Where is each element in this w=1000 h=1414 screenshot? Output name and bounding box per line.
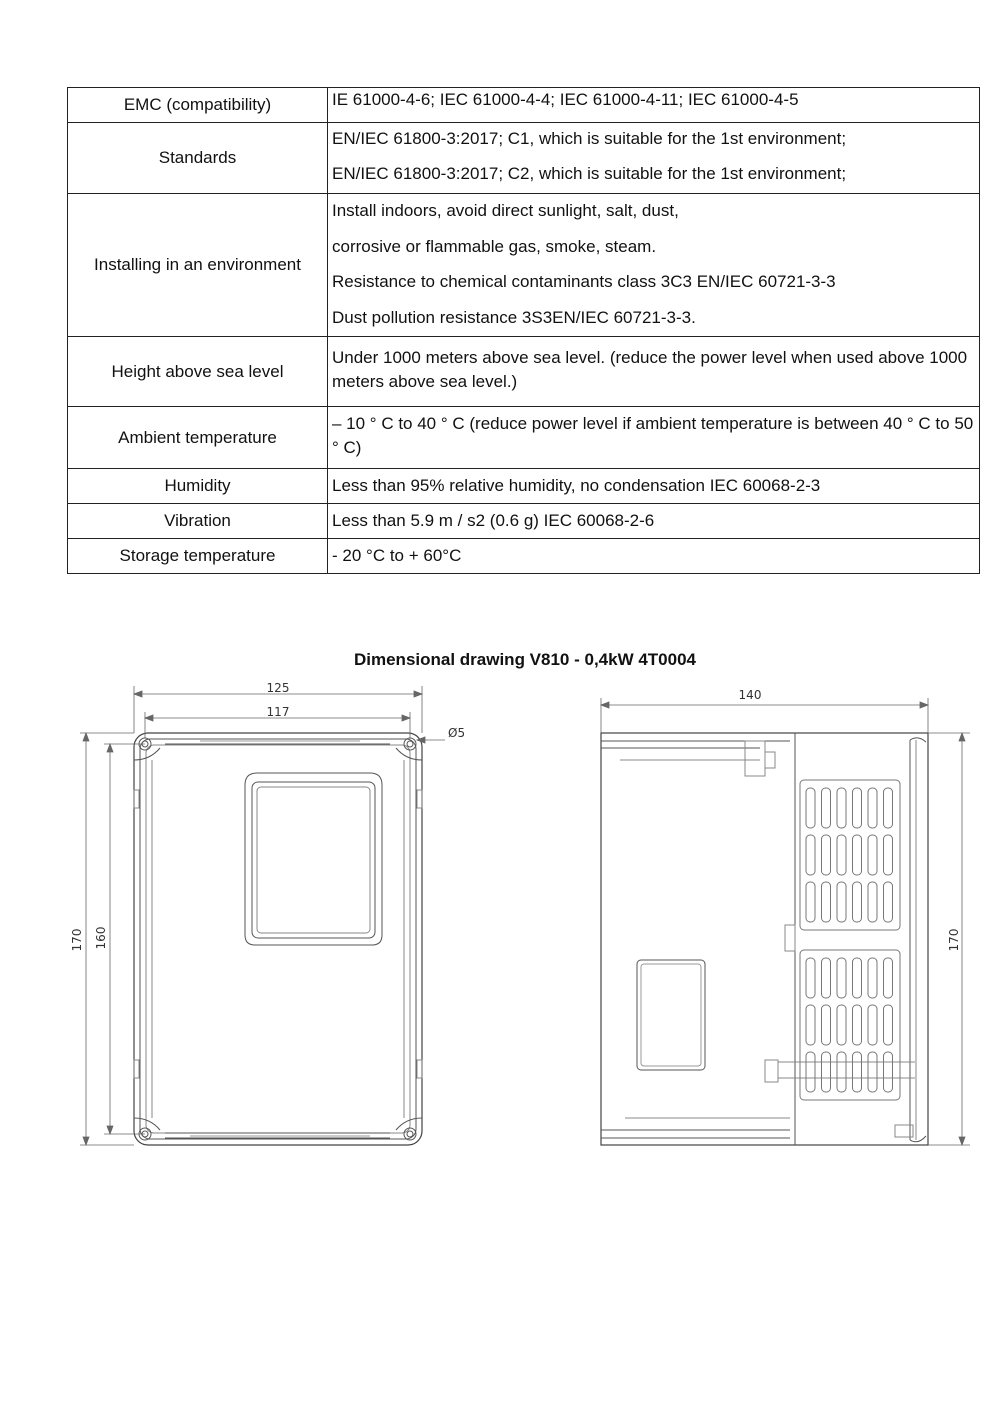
spec-value-line: corrosive or flammable gas, smoke, steam. bbox=[332, 236, 657, 256]
vent-slot bbox=[868, 882, 877, 922]
dimension-width-outer: 125 bbox=[266, 681, 290, 695]
vent-slot bbox=[884, 958, 893, 998]
spec-row-ambient-temperature bbox=[68, 407, 980, 469]
vent-slot bbox=[806, 1005, 815, 1045]
vent-slot bbox=[884, 882, 893, 922]
vent-slot bbox=[806, 958, 815, 998]
spec-value-line: Resistance to chemical contaminants class 3C3 EN/IEC 60721-3-3 bbox=[332, 272, 836, 291]
vent-slot bbox=[837, 835, 846, 875]
vent-slot bbox=[853, 882, 862, 922]
ventilation-grille bbox=[800, 780, 900, 1100]
dimension-hole-diameter: Ø5 bbox=[448, 726, 466, 740]
dimension-height-holes: 160 bbox=[94, 926, 108, 950]
vent-slot bbox=[822, 835, 831, 875]
vent-slot bbox=[822, 1005, 831, 1045]
vent-slot bbox=[837, 1052, 846, 1092]
specifications-table bbox=[67, 87, 980, 574]
vent-slot bbox=[806, 835, 815, 875]
spec-value-line: Dust pollution resistance 3S3EN/IEC 60721-3-3. bbox=[332, 307, 696, 327]
vent-slot bbox=[884, 835, 893, 875]
spec-row-humidity bbox=[68, 469, 980, 504]
vent-slot bbox=[837, 788, 846, 828]
spec-row-vibration bbox=[68, 504, 980, 539]
vent-slot bbox=[806, 882, 815, 922]
spec-row-storage-temperature bbox=[68, 539, 980, 574]
vent-slot bbox=[868, 958, 877, 998]
spec-row-emc bbox=[68, 88, 980, 123]
spec-value: - 20 °C to + 60°C bbox=[328, 539, 980, 574]
spec-row-standards bbox=[68, 123, 980, 194]
dimensional-drawing bbox=[0, 670, 1000, 1170]
front-view bbox=[134, 733, 422, 1145]
vent-slot bbox=[884, 1052, 893, 1092]
dimension-side-height: 170 bbox=[947, 928, 961, 952]
vent-slot bbox=[853, 1005, 862, 1045]
vent-slot bbox=[822, 958, 831, 998]
vent-slot bbox=[868, 1005, 877, 1045]
vent-slot bbox=[837, 882, 846, 922]
spec-label: Storage temperature bbox=[68, 539, 328, 574]
vent-slot bbox=[868, 835, 877, 875]
spec-value: Less than 95% relative humidity, no condensation IEC 60068-2-3 bbox=[328, 469, 980, 504]
front-dimensions bbox=[80, 686, 445, 1145]
vent-slot bbox=[868, 788, 877, 828]
vent-slot bbox=[822, 1052, 831, 1092]
vent-slot bbox=[822, 882, 831, 922]
vent-slot bbox=[837, 958, 846, 998]
spec-label: Ambient temperature bbox=[68, 407, 328, 469]
spec-label: EMC (compatibility) bbox=[68, 88, 328, 123]
vent-slot bbox=[853, 788, 862, 828]
spec-row-height bbox=[68, 337, 980, 407]
vent-slot bbox=[806, 1052, 815, 1092]
spec-value-line: EN/IEC 61800-3:2017; C1, which is suitable for the 1st environment; bbox=[332, 129, 847, 148]
spec-value: – 10 ° C to 40 ° C (reduce power level if ambient temperature is between 40 ° C to 50 ° C) bbox=[328, 407, 980, 469]
vent-slot bbox=[853, 958, 862, 998]
drawing-title: Dimensional drawing V810 - 0,4kW 4T0004 bbox=[353, 650, 697, 669]
spec-label: Standards bbox=[68, 123, 328, 194]
spec-label: Humidity bbox=[68, 469, 328, 504]
vent-slot bbox=[884, 788, 893, 828]
spec-value-line: Install indoors, avoid direct sunlight, salt, dust, bbox=[332, 201, 679, 220]
spec-value: Under 1000 meters above sea level. (reduce the power level when used above 1000 meters above sea level.) bbox=[328, 337, 980, 407]
vent-slot bbox=[884, 1005, 893, 1045]
spec-value-line: EN/IEC 61800-3:2017; C2, which is suitable for the 1st environment; bbox=[332, 164, 847, 183]
vent-slot bbox=[853, 1052, 862, 1092]
vent-slot bbox=[806, 788, 815, 828]
vent-slot bbox=[853, 835, 862, 875]
spec-value-line: IE 61000-4-6; IEC 61000-4-4; IEC 61000-4-11; IEC 61000-4-5 bbox=[332, 90, 799, 109]
vent-slot bbox=[837, 1005, 846, 1045]
dimension-width-holes: 117 bbox=[266, 705, 290, 719]
spec-value bbox=[328, 88, 980, 123]
spec-row-environment bbox=[68, 194, 980, 337]
spec-value bbox=[328, 123, 980, 194]
dimension-depth: 140 bbox=[738, 688, 762, 702]
keypad-window bbox=[245, 773, 382, 945]
spec-label: Height above sea level bbox=[68, 337, 328, 407]
vent-slot bbox=[868, 1052, 877, 1092]
spec-value: Less than 5.9 m / s2 (0.6 g) IEC 60068-2-6 bbox=[328, 504, 980, 539]
vent-slot bbox=[822, 788, 831, 828]
side-view bbox=[601, 733, 928, 1145]
spec-label: Installing in an environment bbox=[68, 194, 328, 337]
spec-label: Vibration bbox=[68, 504, 328, 539]
dimension-height-outer: 170 bbox=[70, 928, 84, 952]
spec-value bbox=[328, 194, 980, 337]
